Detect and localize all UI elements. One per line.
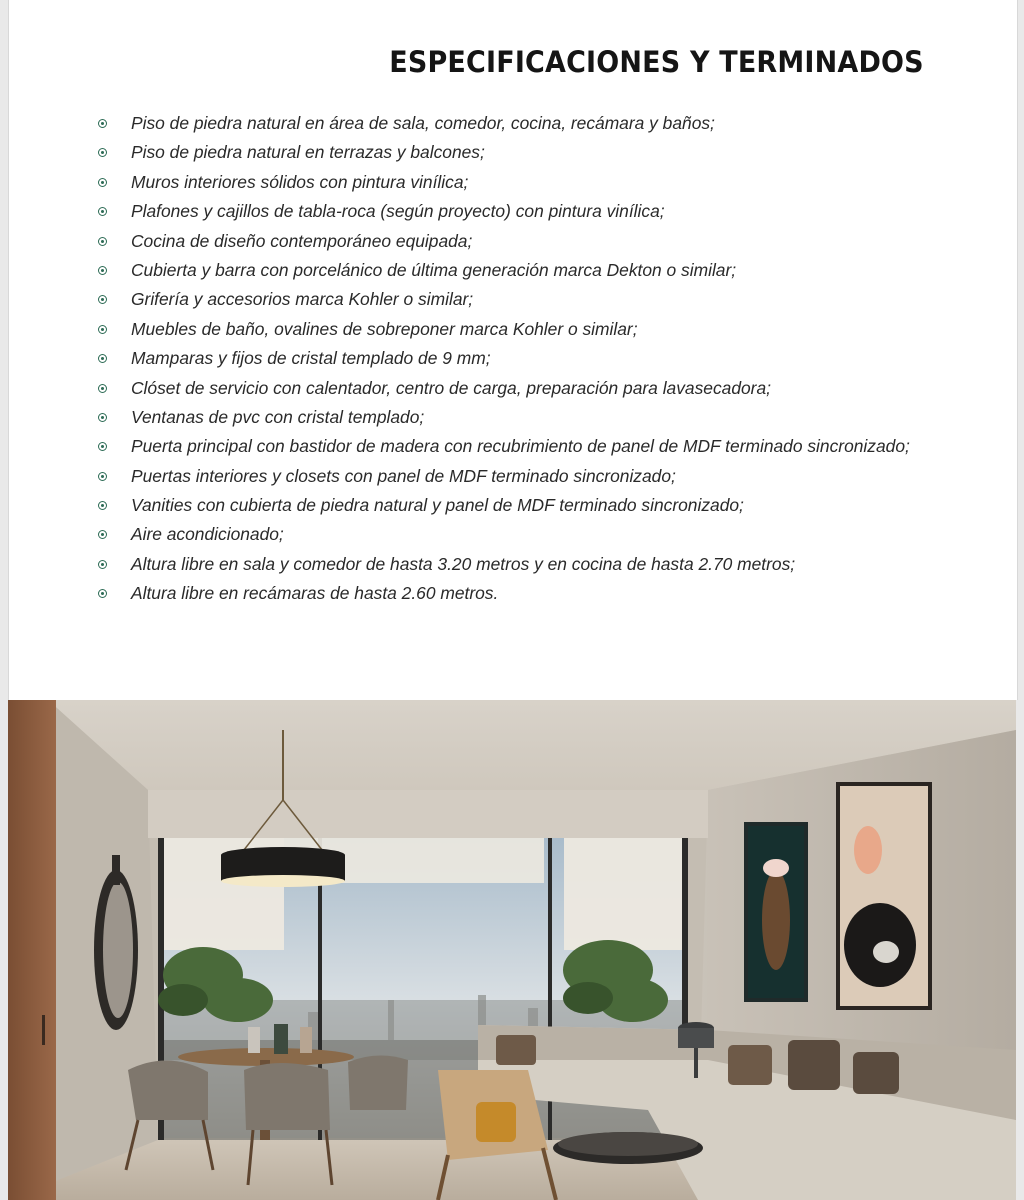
- circle-dot-icon: [98, 295, 107, 304]
- circle-dot-icon: [98, 530, 107, 539]
- circle-dot-icon: [98, 472, 107, 481]
- circle-dot-icon: [98, 501, 107, 510]
- list-item: [95, 465, 955, 487]
- spec-text: Puertas interiores y closets con panel de MDF terminado sincronizado;: [131, 465, 676, 486]
- spec-text: Cubierta y barra con porcelánico de última generación marca Dekton o similar;: [131, 259, 737, 280]
- list-item: [95, 141, 955, 163]
- circle-dot-icon: [98, 589, 107, 598]
- list-item: [95, 230, 955, 252]
- spec-text: Altura libre en sala y comedor de hasta 3.20 metros y en cocina de hasta 2.70 metros;: [131, 553, 796, 574]
- spec-text: Muebles de baño, ovalines de sobreponer marca Kohler o similar;: [131, 318, 638, 339]
- list-item: [95, 318, 955, 340]
- circle-dot-icon: [98, 148, 107, 157]
- spec-text: Plafones y cajillos de tabla-roca (según proyecto) con pintura vinílica;: [131, 201, 665, 222]
- spec-text: Aire acondicionado;: [131, 524, 284, 545]
- spec-text: Vanities con cubierta de piedra natural y panel de MDF terminado sincronizado;: [131, 495, 744, 516]
- page-title: ESPECIFICACIONES Y TERMINADOS: [389, 45, 924, 79]
- list-item: [95, 112, 955, 134]
- circle-dot-icon: [98, 325, 107, 334]
- spec-text: Muros interiores sólidos con pintura vinílica;: [131, 171, 469, 192]
- list-item: [95, 435, 955, 457]
- list-item: [95, 347, 955, 369]
- list-item: [95, 406, 955, 428]
- list-item: [95, 582, 955, 604]
- spec-text: Piso de piedra natural en área de sala, comedor, cocina, recámara y baños;: [131, 113, 715, 133]
- spec-text: Ventanas de pvc con cristal templado;: [131, 406, 425, 427]
- spec-text: Altura libre en recámaras de hasta 2.60 metros.: [131, 583, 499, 604]
- specifications-list: [95, 112, 955, 612]
- circle-dot-icon: [98, 178, 107, 187]
- circle-dot-icon: [98, 384, 107, 393]
- circle-dot-icon: [98, 266, 107, 275]
- list-item: [95, 288, 955, 310]
- circle-dot-icon: [98, 119, 107, 128]
- circle-dot-icon: [98, 237, 107, 246]
- interior-render-image: [8, 700, 1016, 1200]
- spec-text: Puerta principal con bastidor de madera con recubrimiento de panel de MDF terminado sincronizado;: [131, 436, 910, 457]
- spec-text: Grifería y accesorios marca Kohler o similar;: [131, 289, 474, 310]
- circle-dot-icon: [98, 354, 107, 363]
- list-item: [95, 494, 955, 516]
- list-item: [95, 171, 955, 193]
- circle-dot-icon: [98, 560, 107, 569]
- spec-text: Cocina de diseño contemporáneo equipada;: [131, 230, 473, 251]
- spec-text: Clóset de servicio con calentador, centro de carga, preparación para lavasecadora;: [131, 377, 771, 398]
- spec-text: Piso de piedra natural en terrazas y balcones;: [131, 142, 485, 163]
- circle-dot-icon: [98, 413, 107, 422]
- circle-dot-icon: [98, 207, 107, 216]
- list-item: [95, 523, 955, 545]
- document-page: [8, 0, 1018, 700]
- circle-dot-icon: [98, 442, 107, 451]
- spec-text: Mamparas y fijos de cristal templado de 9 mm;: [131, 348, 491, 369]
- list-item: [95, 200, 955, 222]
- list-item: [95, 259, 955, 281]
- list-item: [95, 553, 955, 575]
- list-item: [95, 377, 955, 399]
